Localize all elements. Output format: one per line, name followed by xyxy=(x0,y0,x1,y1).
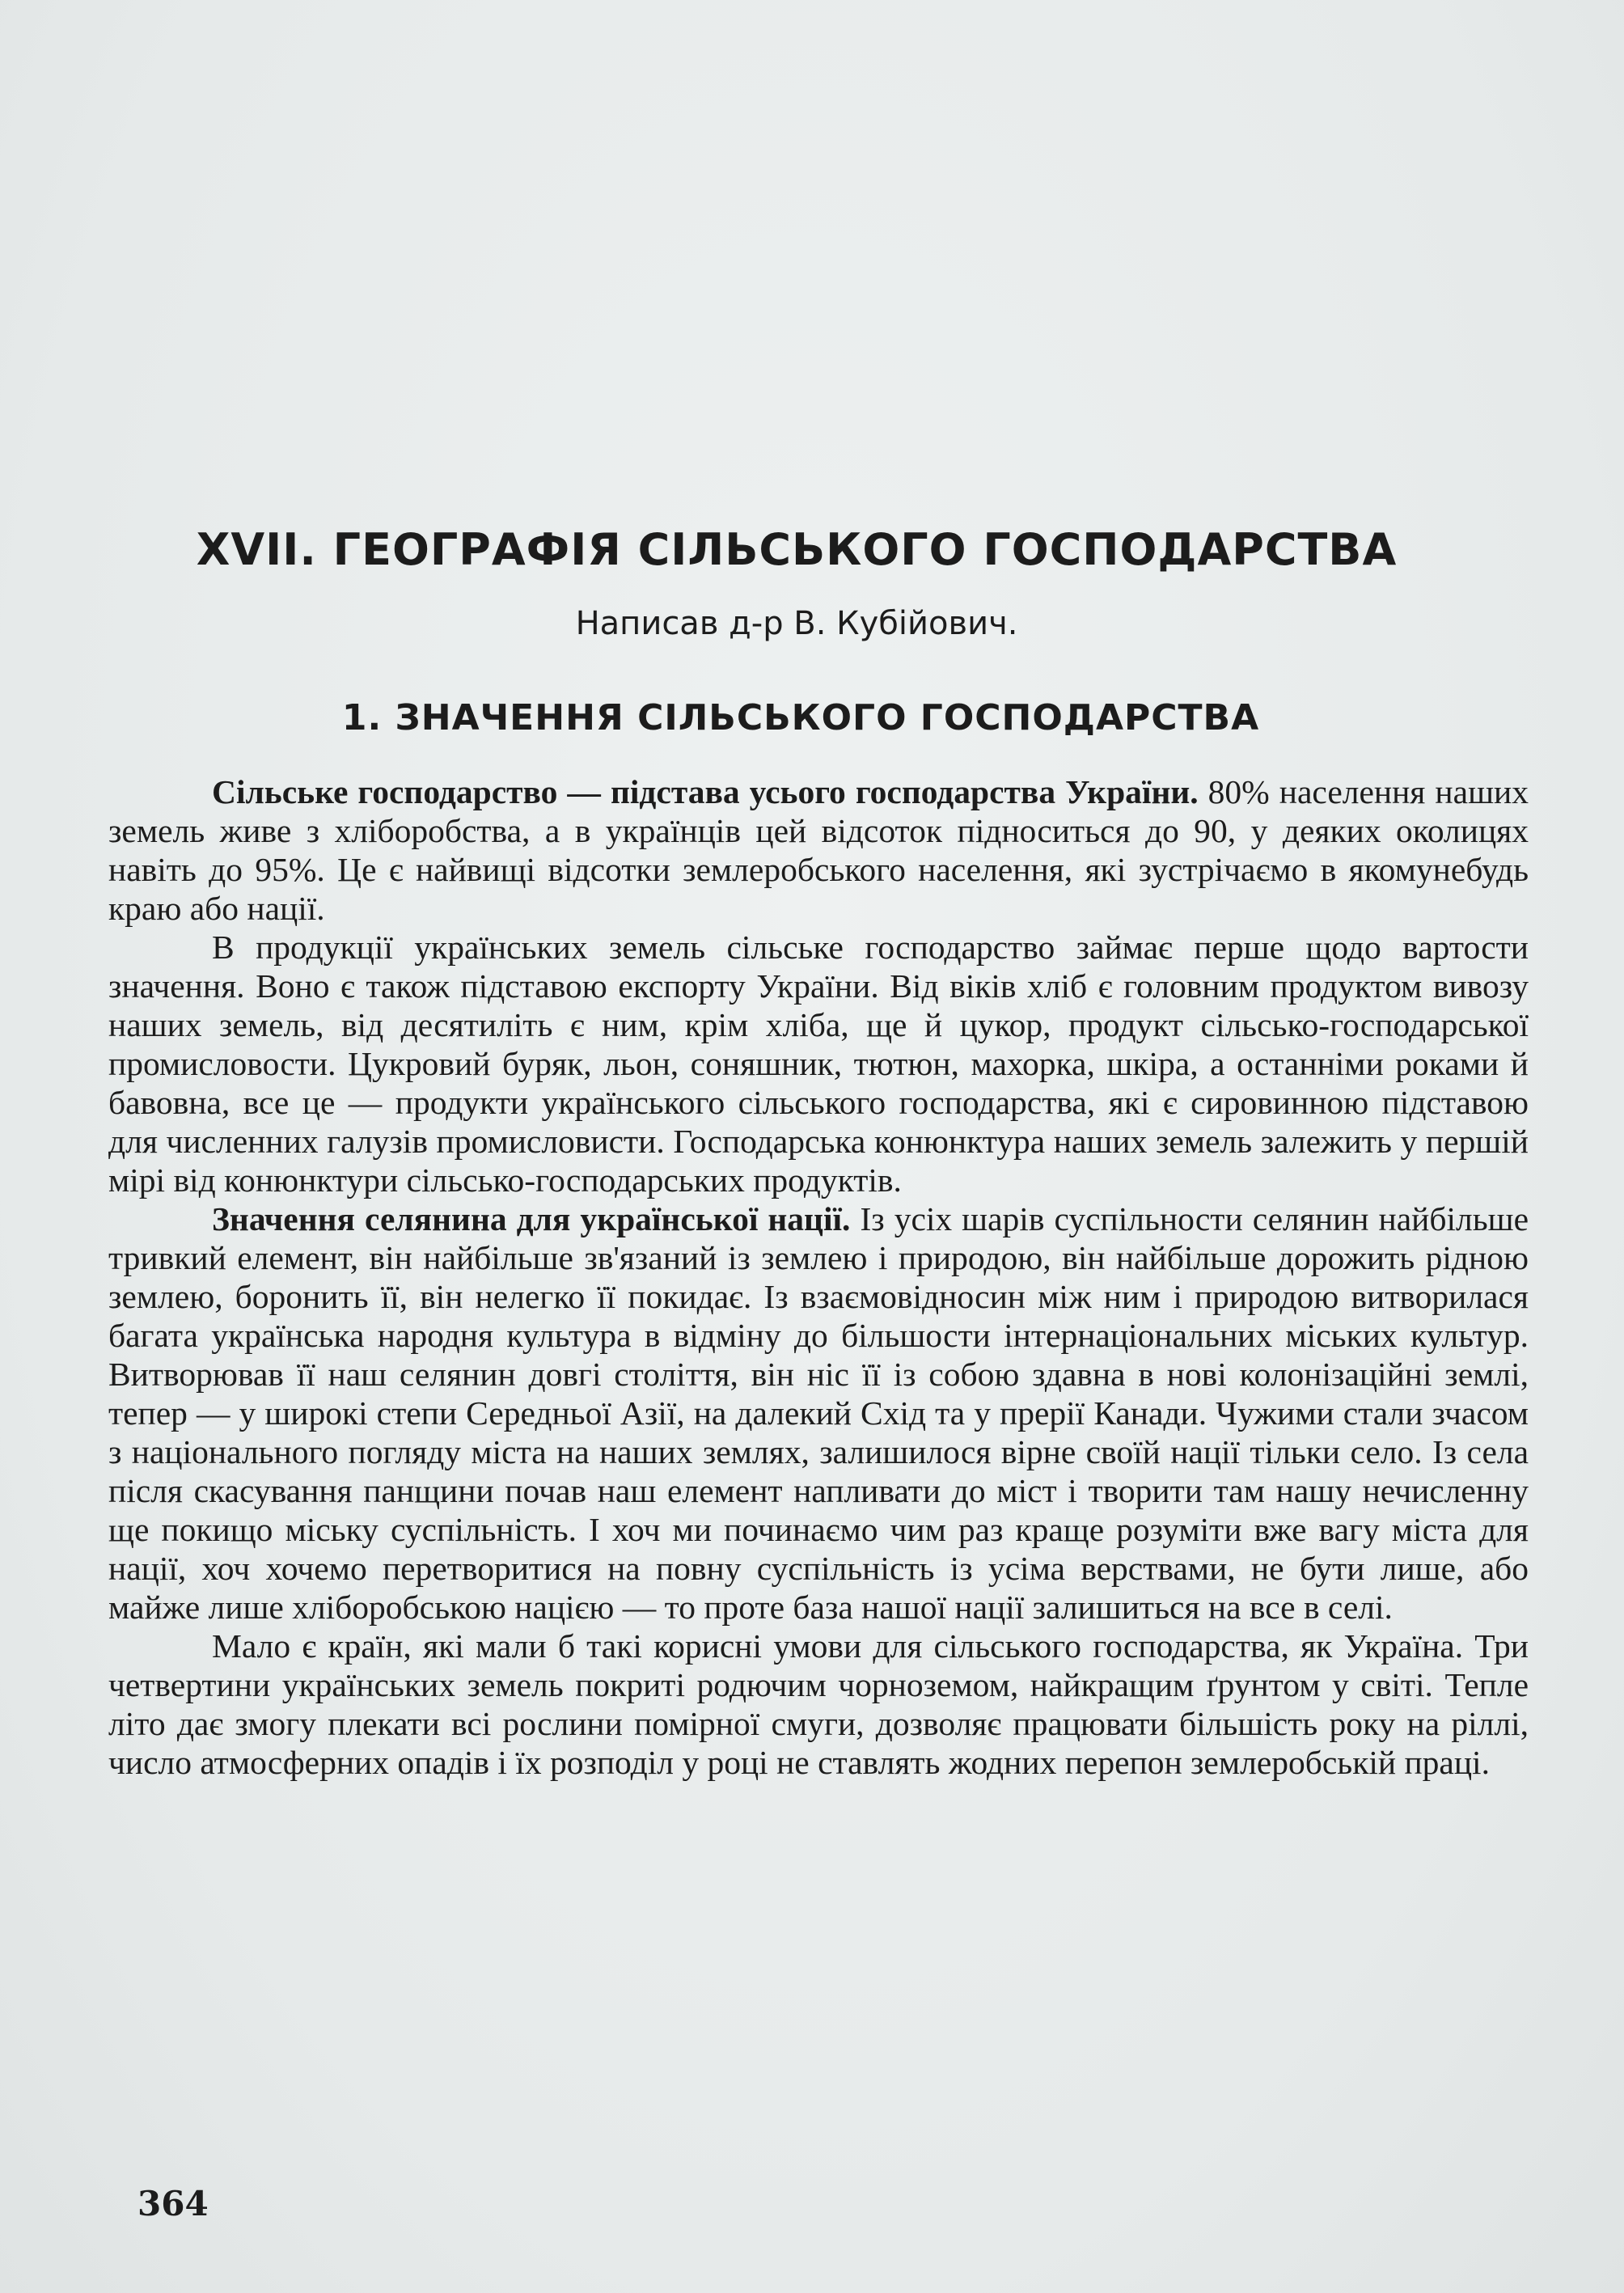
chapter-title: XVII. ГЕОГРАФІЯ СІЛЬСЬКОГО ГОСПОДАРСТВА xyxy=(196,524,1398,575)
author-byline: Написав д-р В. Кубійович. xyxy=(575,605,1018,642)
paragraph-text: Мало є країн, які мали б такі корисні умови для сільського господарства, як Україна. Три четвертини українських земель покриті родючим чорноземом, найкращим ґрунтом у світі. Тепле літо дає змогу плекати всі рослини помірної смуги, дозволяє працювати більшість року на ріллі, число атмосферних опадів і їх розподіл у році не ставлять жодних перепон землеробській праці. xyxy=(108,1627,1529,1781)
paragraph-lead: Значення селянина для української нації. xyxy=(212,1200,851,1237)
paragraph-text: Із усіх шарів суспільности селянин найбільше тривкий елемент, він найбільше зв'язаний із землею і природою, він найбільше дорожить рідною землею, боронить її, він нелегко її покидає. Із взаємовідносин між ним і природою витворилася багата українська народня культура в відміну до більшости інтернаціональних міських культур. Витворював її наш селянин довгі століття, він ніс її із собою здавна в нові колонізаційні землі, тепер — у широкі степи Середньої Азії, на далекий Схід та у прерії Канади. Чужими стали зчасом з національного погляду міста на наших землях, залишилося вірне своїй нації тільки село. Із села після скасування панщини почав наш елемент напливати до міст і творити там нашу нечисленну ще покищо міську суспільність. І хоч ми починаємо чим раз краще розуміти вже вагу міста для нації, хоч хочемо перетворитися на повну суспільність із усіма верствами, не бути лише, або майже лише хліборобською нацією — то проте база нашої нації залишиться на все в селі. xyxy=(108,1200,1529,1626)
body-text xyxy=(108,772,1529,1782)
paragraph xyxy=(108,1199,1529,1627)
paragraph xyxy=(108,1627,1529,1782)
paragraph-lead: Сільське господарство — підстава усього господарства України. xyxy=(212,773,1199,810)
paragraph-text: 80% населення наших земель живе з хліборобства, а в українців цей відсоток підноситься до 90, у деяких околицях навіть до 95%. Це є найвищі відсотки землеробського населення, які зустрічаємо в якомунебудь краю або нації. xyxy=(108,773,1529,927)
paragraph xyxy=(108,772,1529,928)
page-number: 364 xyxy=(137,2184,209,2223)
paragraph-text: В продукції українських земель сільське господарство займає перше щодо вартости значення. Воно є також підставою експорту України. Від віків хліб є головним продуктом вивозу наших земель, від десятиліть є ним, крім хліба, ще й цукор, продукт сільсько-господарської промисловости. Цукровий буряк, льон, соняшник, тютюн, махорка, шкіра, а останніми роками й бавовна, все це — продукти українського сільського господарства, які є сировинною підставою для численних галузів промисловисти. Господарська конюнктура наших земель залежить у першій мірі від конюнктури сільсько-господарських продуктів. xyxy=(108,929,1529,1199)
paragraph xyxy=(108,928,1529,1199)
section-title: 1. ЗНАЧЕННЯ СІЛЬСЬКОГО ГОСПОДАРСТВА xyxy=(341,697,1260,738)
